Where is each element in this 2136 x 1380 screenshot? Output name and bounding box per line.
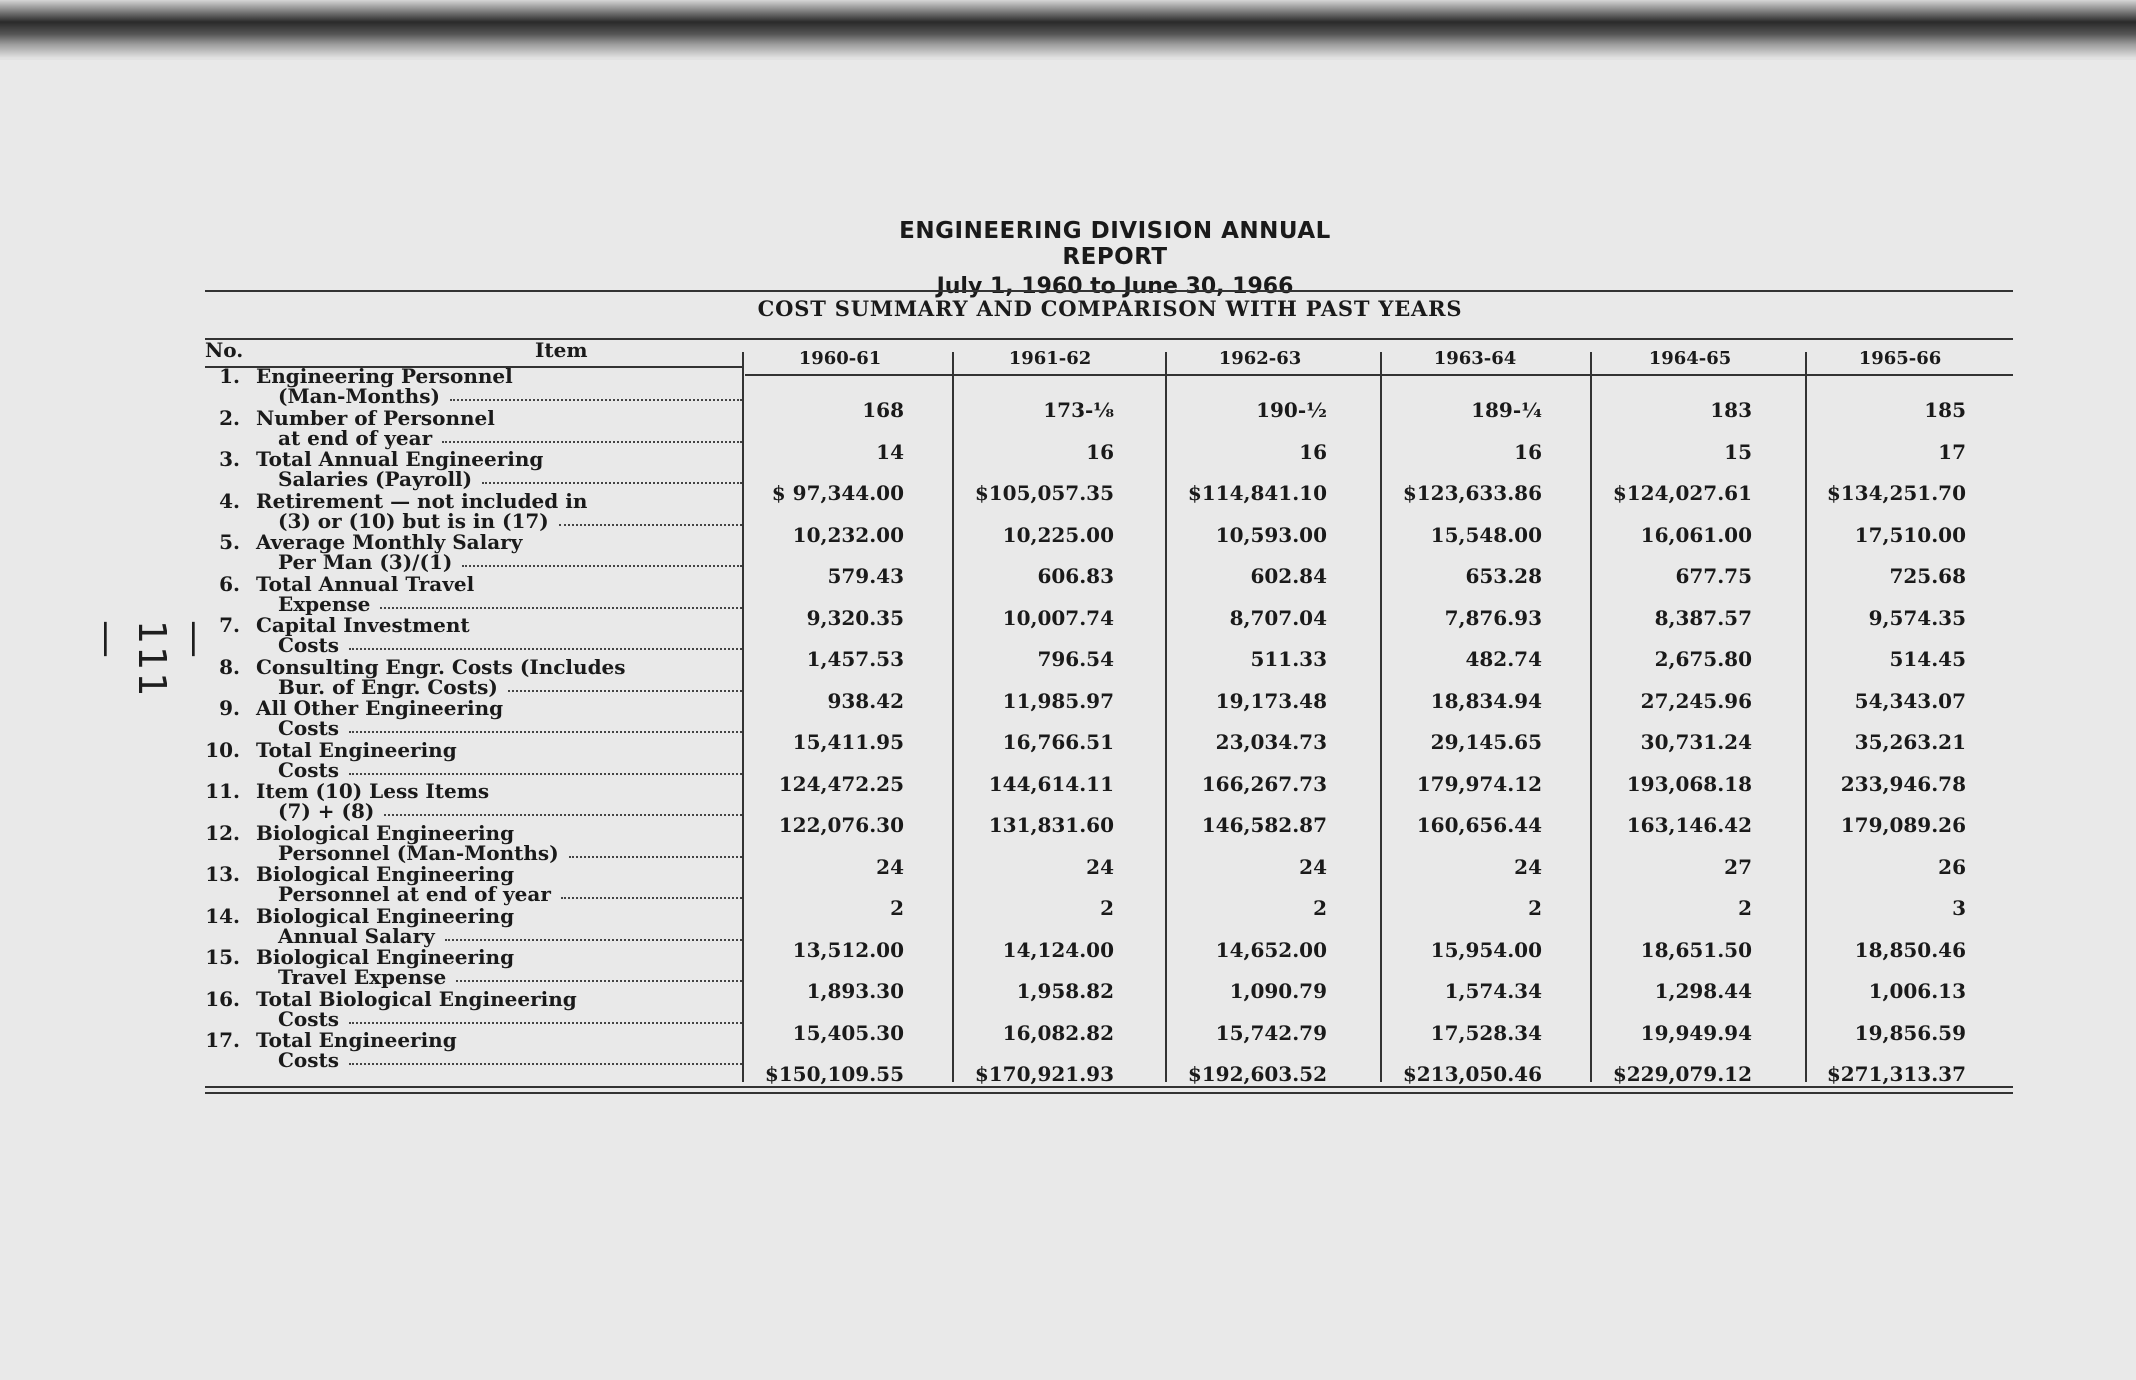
item-row <box>204 864 742 906</box>
dot-leader <box>569 856 742 858</box>
report-period: July 1, 1960 to June 30, 1966 <box>936 274 1294 299</box>
report-title: ENGINEERING DIVISION ANNUAL REPORT <box>899 218 1331 270</box>
item-label-line1: Biological Engineering <box>256 862 515 886</box>
value-cell: 16,082.82 <box>1002 1020 1114 1045</box>
item-row <box>204 449 742 491</box>
item-number: 13. <box>205 862 240 886</box>
value-cell: 183 <box>1710 398 1752 422</box>
value-cell: 30,731.24 <box>1640 730 1752 754</box>
item-label-line2-wrap <box>256 425 742 450</box>
value-cell: 15,742.79 <box>1215 1020 1327 1045</box>
table-title: COST SUMMARY AND COMPARISON WITH PAST YEARS <box>757 296 1463 321</box>
value-cell: $114,841.10 <box>1187 481 1327 505</box>
value-cell: 653.28 <box>1465 564 1542 588</box>
value-cell: 29,145.65 <box>1430 730 1542 754</box>
header-year-3: 1962-63 <box>1218 348 1302 369</box>
value-cell: 1,574.34 <box>1444 979 1542 1003</box>
item-number: 5. <box>219 530 240 554</box>
value-cell: 15,548.00 <box>1430 522 1542 547</box>
header-year-4: 1963-64 <box>1433 348 1517 369</box>
item-label-line2: Expense <box>278 591 371 616</box>
item-row <box>204 986 742 1031</box>
value-cell: $105,057.35 <box>974 481 1114 505</box>
value-cell: $170,921.93 <box>974 1062 1114 1086</box>
value-cell: $134,251.70 <box>1826 481 1966 505</box>
item-label-line2-wrap <box>256 757 742 782</box>
item-number: 15. <box>205 945 240 969</box>
item-label-line2-wrap <box>256 552 742 572</box>
value-cell: 179,974.12 <box>1416 771 1542 796</box>
item-number: 11. <box>205 779 240 803</box>
page-number: — 111 — <box>86 620 218 699</box>
value-cell: 511.33 <box>1250 647 1327 671</box>
value-cell: 160,656.44 <box>1416 813 1542 837</box>
dot-leader <box>462 565 742 567</box>
value-cell: 9,574.35 <box>1868 605 1966 630</box>
value-cell: $123,633.86 <box>1402 481 1542 505</box>
item-number: 17. <box>205 1028 240 1052</box>
item-label-line2-wrap <box>256 718 742 738</box>
item-row <box>204 615 742 657</box>
value-cell: 1,298.44 <box>1654 979 1752 1003</box>
value-cell: 179,089.26 <box>1840 813 1966 837</box>
value-cell: 27,245.96 <box>1640 688 1752 713</box>
item-number: 8. <box>219 654 240 679</box>
item-number: 1. <box>219 364 240 388</box>
value-cell: 15,411.95 <box>792 730 904 754</box>
value-cell: 1,090.79 <box>1229 979 1327 1003</box>
dot-leader <box>380 607 742 609</box>
value-cell: 796.54 <box>1037 647 1114 671</box>
value-cell: 10,007.74 <box>1002 605 1114 630</box>
value-cell: 677.75 <box>1675 564 1752 588</box>
item-label-line2: (3) or (10) but is in (17) <box>278 508 549 533</box>
values-column-1960-61 <box>730 390 910 1096</box>
item-row <box>204 571 742 616</box>
value-cell: 2 <box>1738 896 1752 920</box>
value-cell: 1,958.82 <box>1016 979 1114 1003</box>
value-cell: 14,124.00 <box>1002 937 1114 962</box>
value-cell: 23,034.73 <box>1215 730 1327 754</box>
item-label-line2: at end of year <box>278 425 433 450</box>
item-number: 10. <box>205 737 240 762</box>
item-label-line2: Costs <box>278 633 340 657</box>
item-label-line2: Personnel (Man-Months) <box>278 840 559 865</box>
value-cell: 10,232.00 <box>792 522 904 547</box>
value-cell: 2 <box>1528 896 1542 920</box>
value-cell: 13,512.00 <box>792 937 904 962</box>
value-cell: 163,146.42 <box>1626 813 1752 837</box>
rule-years-underline <box>745 374 2013 376</box>
item-label-line2: (Man-Months) <box>278 384 440 408</box>
item-label-line2-wrap <box>256 635 742 655</box>
value-cell: 16,061.00 <box>1640 522 1752 547</box>
item-number: 4. <box>219 488 240 513</box>
item-row <box>204 820 742 865</box>
scan-top-edge <box>0 0 2136 60</box>
item-row <box>204 532 742 574</box>
value-cell: 14,652.00 <box>1215 937 1327 962</box>
item-label-line2-wrap <box>256 967 742 987</box>
values-column-1963-64 <box>1368 390 1548 1096</box>
report-heading <box>850 218 1380 299</box>
item-label-line2: Annual Salary <box>278 923 435 948</box>
value-cell: 146,582.87 <box>1201 813 1327 837</box>
item-row <box>204 903 742 948</box>
item-label-line2-wrap <box>256 674 742 699</box>
rule-bottom-2 <box>205 1092 2013 1094</box>
item-label-line1: All Other Engineering <box>256 696 504 720</box>
dot-leader <box>442 441 742 443</box>
header-year-5: 1964-65 <box>1648 348 1732 369</box>
item-row <box>204 737 742 782</box>
header-year-6: 1965-66 <box>1858 348 1942 369</box>
rule-header <box>205 338 2013 340</box>
value-cell: 16 <box>1299 439 1327 464</box>
item-label-line1: Total Engineering <box>256 1028 457 1052</box>
value-cell: 35,263.21 <box>1854 730 1966 754</box>
value-cell: 189-¼ <box>1471 398 1542 422</box>
value-cell: 8,387.57 <box>1654 605 1752 630</box>
item-label-line2-wrap <box>256 884 742 904</box>
item-row <box>204 366 742 408</box>
dot-leader <box>349 1022 742 1024</box>
item-label-line2: Bur. of Engr. Costs) <box>278 674 498 699</box>
item-label-line1: Item (10) Less Items <box>256 779 490 803</box>
value-cell: 18,850.46 <box>1854 937 1966 962</box>
item-label-line2-wrap <box>256 591 742 616</box>
item-number: 9. <box>219 696 240 720</box>
value-cell: 24 <box>1514 854 1542 879</box>
value-cell: 8,707.04 <box>1229 605 1327 630</box>
header-year-2: 1961-62 <box>1008 348 1092 369</box>
value-cell: 54,343.07 <box>1854 688 1966 713</box>
item-label-line1: Total Biological Engineering <box>256 986 577 1011</box>
values-column-1964-65 <box>1578 390 1758 1096</box>
header-year-1: 1960-61 <box>798 348 882 369</box>
item-label-line2-wrap <box>256 801 742 821</box>
item-label-line1: Total Annual Engineering <box>256 447 544 471</box>
value-cell: 2 <box>1313 896 1327 920</box>
value-cell: 1,006.13 <box>1868 979 1966 1003</box>
value-cell: 166,267.73 <box>1201 771 1327 796</box>
value-cell: 11,985.97 <box>1002 688 1114 713</box>
item-label-line2: Travel Expense <box>278 965 447 989</box>
dot-leader <box>561 897 742 899</box>
item-label-line2-wrap <box>256 923 742 948</box>
value-cell: 190-½ <box>1256 398 1327 422</box>
dot-leader <box>349 731 742 733</box>
item-number: 7. <box>219 613 240 637</box>
item-list <box>204 366 742 1072</box>
dot-leader <box>349 773 742 775</box>
item-label-line2: Costs <box>278 757 340 782</box>
item-label-line2: Per Man (3)/(1) <box>278 550 453 574</box>
value-cell: $124,027.61 <box>1612 481 1752 505</box>
value-cell: 2 <box>1100 896 1114 920</box>
item-number: 16. <box>205 986 240 1011</box>
item-label-line1: Number of Personnel <box>256 405 495 430</box>
value-cell: 233,946.78 <box>1840 771 1966 796</box>
item-label-line1: Biological Engineering <box>256 820 515 845</box>
value-cell: 938.42 <box>827 688 904 713</box>
dot-leader <box>445 939 742 941</box>
value-cell: 7,876.93 <box>1444 605 1542 630</box>
dot-leader <box>349 648 742 650</box>
value-cell: $ 97,344.00 <box>771 481 904 505</box>
value-cell: 18,651.50 <box>1640 937 1752 962</box>
item-label-line2: Costs <box>278 1048 340 1072</box>
item-number: 2. <box>219 405 240 430</box>
value-cell: 18,834.94 <box>1430 688 1542 713</box>
value-cell: 16 <box>1514 439 1542 464</box>
value-cell: $150,109.55 <box>764 1062 904 1086</box>
value-cell: 482.74 <box>1465 647 1542 671</box>
item-label-line2: (7) + (8) <box>278 799 375 823</box>
item-label-line2: Costs <box>278 1006 340 1031</box>
item-label-line1: Biological Engineering <box>256 945 515 969</box>
value-cell: 144,614.11 <box>988 771 1114 796</box>
item-number: 12. <box>205 820 240 845</box>
value-cell: 193,068.18 <box>1626 771 1752 796</box>
item-row <box>204 405 742 450</box>
item-label-line2-wrap <box>256 508 742 533</box>
item-label-line2-wrap <box>256 1050 742 1070</box>
item-label-line2: Salaries (Payroll) <box>278 467 473 491</box>
value-cell: 173-⅛ <box>1043 398 1114 422</box>
value-cell: 24 <box>1299 854 1327 879</box>
value-cell: 606.83 <box>1037 564 1114 588</box>
value-cell: 602.84 <box>1250 564 1327 588</box>
value-cell: 15,405.30 <box>792 1020 904 1045</box>
value-cell: 168 <box>862 398 904 422</box>
item-number: 3. <box>219 447 240 471</box>
dot-leader <box>482 482 742 484</box>
item-label-line1: Biological Engineering <box>256 903 515 928</box>
value-cell: 14 <box>876 439 904 464</box>
value-cell: $192,603.52 <box>1187 1062 1327 1086</box>
item-row <box>204 947 742 989</box>
rule-top <box>205 290 2013 292</box>
value-cell: 9,320.35 <box>806 605 904 630</box>
dot-leader <box>349 1063 742 1065</box>
item-label-line2: Costs <box>278 716 340 740</box>
value-cell: 15,954.00 <box>1430 937 1542 962</box>
rule-bottom-1 <box>205 1086 2013 1088</box>
value-cell: 122,076.30 <box>778 813 904 837</box>
item-label-line2-wrap <box>256 386 742 406</box>
dot-leader <box>559 524 742 526</box>
value-cell: 26 <box>1938 854 1966 879</box>
value-cell: 19,949.94 <box>1640 1020 1752 1045</box>
value-cell: 17,510.00 <box>1854 522 1966 547</box>
value-cell: 17 <box>1938 439 1966 464</box>
value-cell: 1,893.30 <box>806 979 904 1003</box>
item-label-line1: Consulting Engr. Costs (Includes <box>256 654 626 679</box>
value-cell: 19,173.48 <box>1215 688 1327 713</box>
value-cell: 24 <box>876 854 904 879</box>
item-number: 14. <box>205 903 240 928</box>
dot-leader <box>508 690 742 692</box>
values-column-1965-66 <box>1792 390 1972 1096</box>
value-cell: 579.43 <box>827 564 904 588</box>
value-cell: 185 <box>1924 398 1966 422</box>
value-cell: 10,593.00 <box>1215 522 1327 547</box>
dot-leader <box>450 399 742 401</box>
item-row <box>204 781 742 823</box>
value-cell: 1,457.53 <box>806 647 904 671</box>
values-column-1962-63 <box>1153 390 1333 1096</box>
item-label-line1: Engineering Personnel <box>256 364 513 388</box>
item-row <box>204 698 742 740</box>
item-row <box>204 1030 742 1072</box>
item-label-line2-wrap <box>256 840 742 865</box>
item-label-line2-wrap <box>256 1006 742 1031</box>
dot-leader <box>384 814 742 816</box>
dot-leader <box>456 980 742 982</box>
item-label-line2-wrap <box>256 469 742 489</box>
item-label-line1: Average Monthly Salary <box>256 530 523 554</box>
header-item: Item <box>535 338 588 362</box>
item-row <box>204 488 742 533</box>
item-label-line1: Total Annual Travel <box>256 571 475 596</box>
value-cell: 2,675.80 <box>1654 647 1752 671</box>
value-cell: 2 <box>890 896 904 920</box>
values-column-1961-62 <box>940 390 1120 1096</box>
value-cell: 15 <box>1724 439 1752 464</box>
value-cell: $213,050.46 <box>1402 1062 1542 1086</box>
value-cell: 24 <box>1086 854 1114 879</box>
value-cell: 131,831.60 <box>988 813 1114 837</box>
value-cell: $271,313.37 <box>1826 1062 1966 1086</box>
header-no: No. <box>205 338 244 362</box>
value-cell: 19,856.59 <box>1854 1020 1966 1045</box>
item-label-line1: Retirement — not included in <box>256 488 588 513</box>
value-cell: 16 <box>1086 439 1114 464</box>
value-cell: 124,472.25 <box>778 771 904 796</box>
value-cell: 27 <box>1724 854 1752 879</box>
value-cell: 514.45 <box>1889 647 1966 671</box>
value-cell: $229,079.12 <box>1612 1062 1752 1086</box>
item-number: 6. <box>219 571 240 596</box>
value-cell: 3 <box>1952 896 1966 920</box>
value-cell: 10,225.00 <box>1002 522 1114 547</box>
item-label-line2: Personnel at end of year <box>278 882 551 906</box>
value-cell: 16,766.51 <box>1002 730 1114 754</box>
value-cell: 725.68 <box>1889 564 1966 588</box>
item-label-line1: Total Engineering <box>256 737 457 762</box>
value-cell: 17,528.34 <box>1430 1020 1542 1045</box>
item-row <box>204 654 742 699</box>
item-label-line1: Capital Investment <box>256 613 470 637</box>
